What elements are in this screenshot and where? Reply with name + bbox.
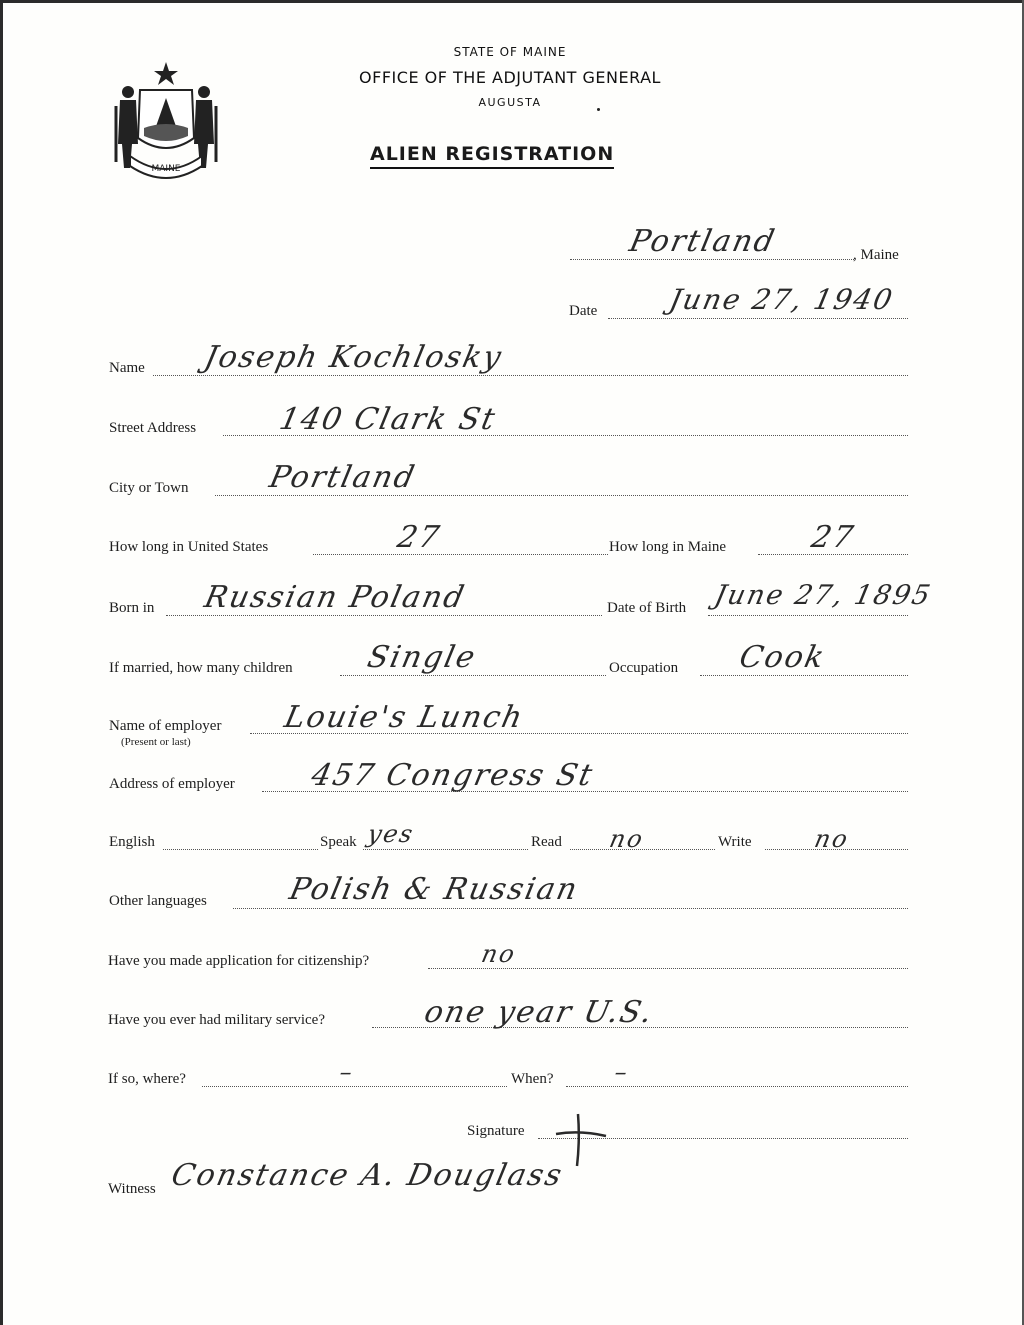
name-line xyxy=(153,375,908,376)
maine-state-seal xyxy=(110,58,222,183)
scan-border-top xyxy=(0,0,1024,3)
other-languages-value[interactable]: Polish & Russian xyxy=(286,872,582,907)
scan-border-left xyxy=(0,0,3,1325)
city-value[interactable]: Portland xyxy=(266,460,420,495)
when-value[interactable]: – xyxy=(612,1058,632,1086)
children-label: If married, how many children xyxy=(109,660,293,676)
when-label: When? xyxy=(511,1071,554,1087)
military-label: Have you ever had military service? xyxy=(108,1012,325,1028)
military-value[interactable]: one year U.S. xyxy=(421,995,657,1030)
name-value[interactable]: Joseph Kochlosky xyxy=(201,340,507,375)
born-in-line xyxy=(166,615,602,616)
other-languages-label: Other languages xyxy=(109,893,207,909)
city-label: City or Town xyxy=(109,480,189,496)
years-us-label: How long in United States xyxy=(109,539,269,555)
where-line xyxy=(202,1086,507,1087)
write-label: Write xyxy=(718,834,752,850)
employer-address-label: Address of employer xyxy=(109,776,235,792)
header-office: OFFICE OF THE ADJUTANT GENERAL xyxy=(359,68,661,87)
children-line xyxy=(340,675,606,676)
street-label: Street Address xyxy=(109,420,197,436)
english-label: English xyxy=(109,834,155,850)
speak-label: Speak xyxy=(320,834,357,850)
citizenship-label: Have you made application for citizenship? xyxy=(108,953,370,969)
years-maine-value[interactable]: 27 xyxy=(808,520,858,555)
speak-value[interactable]: yes xyxy=(365,820,418,848)
years-us-value[interactable]: 27 xyxy=(394,520,444,555)
read-label: Read xyxy=(531,834,562,850)
children-value[interactable]: Single xyxy=(364,640,480,675)
citizenship-line xyxy=(428,968,908,969)
where-value[interactable]: – xyxy=(337,1058,357,1086)
where-label: If so, where? xyxy=(108,1071,186,1087)
witness-label: Witness xyxy=(108,1181,156,1197)
street-value[interactable]: 140 Clark St xyxy=(276,402,500,437)
born-in-value[interactable]: Russian Poland xyxy=(201,580,469,615)
when-line xyxy=(566,1086,908,1087)
years-us-line xyxy=(313,554,608,555)
place-suffix-label: , Maine xyxy=(853,247,899,263)
header-dot xyxy=(597,108,600,111)
employer-label: Name of employer xyxy=(109,718,222,734)
employer-address-value[interactable]: 457 Congress St xyxy=(308,758,598,793)
header-state: STATE OF MAINE xyxy=(453,45,567,59)
english-line xyxy=(163,849,318,850)
date-label: Date xyxy=(569,303,598,319)
witness-value[interactable]: Constance A. Douglass xyxy=(168,1158,567,1193)
svg-text:MAINE: MAINE xyxy=(151,164,181,174)
employer-sublabel: (Present or last) xyxy=(121,736,191,748)
signature-label: Signature xyxy=(467,1123,525,1139)
date-line xyxy=(608,318,908,319)
occupation-value[interactable]: Cook xyxy=(736,640,829,675)
read-line xyxy=(570,849,715,850)
citizenship-value[interactable]: no xyxy=(479,940,519,968)
place-line xyxy=(570,259,854,260)
born-in-label: Born in xyxy=(109,600,155,616)
dob-value[interactable]: June 27, 1895 xyxy=(711,580,935,611)
occupation-label: Occupation xyxy=(609,660,679,676)
dob-line xyxy=(708,615,908,616)
header-city: AUGUSTA xyxy=(478,96,542,109)
place-value[interactable]: Portland xyxy=(626,224,780,259)
occupation-line xyxy=(700,675,908,676)
form-title: ALIEN REGISTRATION xyxy=(370,143,614,169)
city-line xyxy=(215,495,908,496)
dob-label: Date of Birth xyxy=(607,600,687,616)
other-languages-line xyxy=(233,908,908,909)
employer-value[interactable]: Louie's Lunch xyxy=(281,700,528,735)
name-label: Name xyxy=(109,360,145,376)
write-value[interactable]: no xyxy=(812,825,852,853)
years-maine-label: How long in Maine xyxy=(609,539,727,555)
read-value[interactable]: no xyxy=(607,825,647,853)
date-value[interactable]: June 27, 1940 xyxy=(666,283,897,316)
speak-line xyxy=(363,849,528,850)
